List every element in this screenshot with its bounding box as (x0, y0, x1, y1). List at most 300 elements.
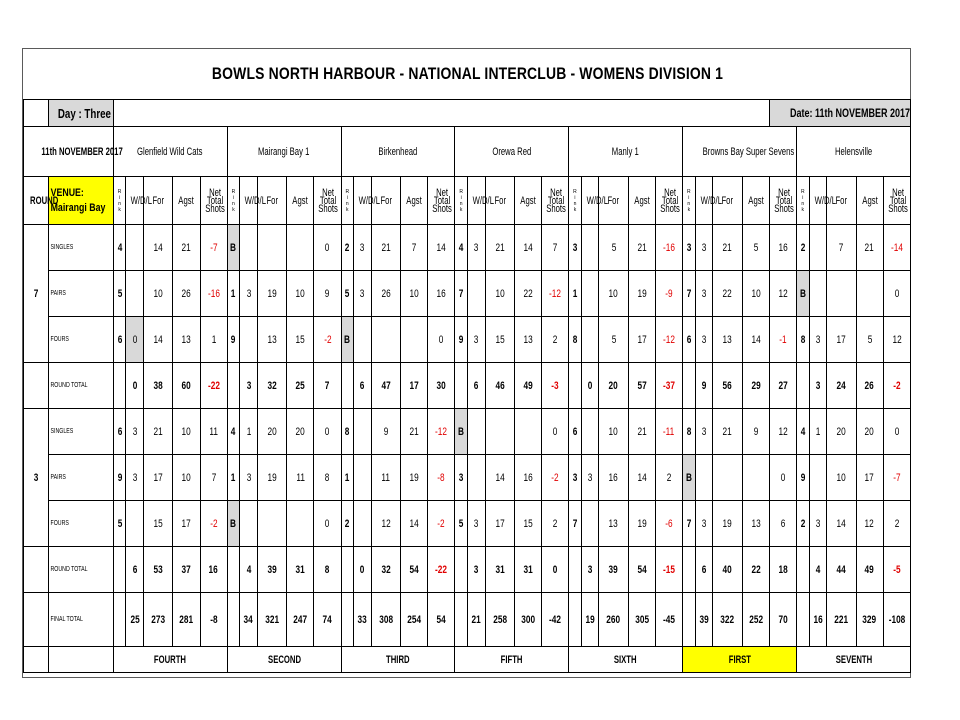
net-value: -2 (200, 501, 227, 547)
net-value: 7 (200, 455, 227, 501)
wdl-value: 3 (695, 317, 713, 363)
wdl-value: 3 (126, 409, 144, 455)
final-wdl: 33 (354, 593, 372, 647)
team-name: Helensville (796, 127, 910, 177)
total-net: 8 (314, 547, 341, 593)
rink-header: R i n k (455, 177, 468, 225)
total-for: 47 (371, 363, 400, 409)
wdl-value (354, 409, 372, 455)
net-value: 14 (428, 225, 455, 271)
total-net: 18 (769, 547, 796, 593)
net-value: 8 (314, 455, 341, 501)
rink-number: 4 (796, 409, 809, 455)
wdl-value: 1 (240, 409, 258, 455)
agst-value: 19 (628, 271, 655, 317)
final-net: -45 (655, 593, 682, 647)
final-total-label: FINAL TOTAL (49, 593, 114, 647)
final-net: -108 (883, 593, 910, 647)
rink-number: 4 (113, 225, 126, 271)
rink-number: B (227, 501, 240, 547)
net-value: -12 (655, 317, 682, 363)
net-value: 0 (314, 225, 341, 271)
rink-number: 6 (113, 317, 126, 363)
total-wdl: 6 (354, 363, 372, 409)
agst-value: 17 (856, 455, 883, 501)
final-for: 321 (257, 593, 286, 647)
wdl-value: 3 (467, 501, 485, 547)
agst-value: 26 (173, 271, 200, 317)
total-wdl: 9 (695, 363, 713, 409)
rink-number: 1 (227, 455, 240, 501)
final-rink-blank (341, 593, 354, 647)
wdl-value (809, 225, 827, 271)
rink-number: 9 (227, 317, 240, 363)
for-value: 20 (827, 409, 856, 455)
net-value: -12 (428, 409, 455, 455)
total-for: 56 (713, 363, 742, 409)
wdl-value (809, 455, 827, 501)
for-value: 17 (485, 501, 514, 547)
rink-number: 6 (569, 409, 582, 455)
final-wdl: 25 (126, 593, 144, 647)
placing-blank (49, 647, 114, 673)
net-value: -2 (428, 501, 455, 547)
agst-value: 5 (742, 225, 769, 271)
team-name: Orewa Red (455, 127, 569, 177)
final-for: 308 (371, 593, 400, 647)
rink-number: 1 (569, 271, 582, 317)
for-header: For (144, 177, 173, 225)
rink-number: B (227, 225, 240, 271)
rink-number: 5 (455, 501, 468, 547)
for-value: 5 (599, 317, 628, 363)
total-agst: 54 (401, 547, 428, 593)
for-value (713, 455, 742, 501)
rink-header: R i n k (569, 177, 582, 225)
venue (49, 177, 114, 225)
rink-number: 7 (569, 501, 582, 547)
agst-value: 13 (514, 317, 541, 363)
agst-header: Agst (628, 177, 655, 225)
total-net: -22 (200, 363, 227, 409)
total-rink-blank (683, 363, 696, 409)
net-value: 2 (883, 501, 910, 547)
for-value (827, 271, 856, 317)
final-net: 54 (428, 593, 455, 647)
day-label: Day : Three (49, 100, 114, 127)
net-value: 1 (200, 317, 227, 363)
rink-header: R i n k (683, 177, 696, 225)
total-rink-blank (341, 547, 354, 593)
wdl-value (581, 271, 599, 317)
total-rink-blank (113, 363, 126, 409)
agst-value: 15 (514, 501, 541, 547)
wdl-value (126, 501, 144, 547)
final-for: 221 (827, 593, 856, 647)
rink-header: R i n k (796, 177, 809, 225)
for-value (257, 225, 286, 271)
net-value: 2 (542, 317, 569, 363)
total-agst: 37 (173, 547, 200, 593)
for-value: 16 (599, 455, 628, 501)
agst-value: 12 (856, 501, 883, 547)
for-value: 13 (713, 317, 742, 363)
net-value: 0 (314, 501, 341, 547)
wdl-header: W/D/L (240, 177, 258, 225)
rink-number: 4 (227, 409, 240, 455)
agst-header: Agst (856, 177, 883, 225)
total-wdl: 3 (240, 363, 258, 409)
for-value: 17 (144, 455, 173, 501)
agst-value: 17 (628, 317, 655, 363)
net-value: -7 (883, 455, 910, 501)
rink-number: 9 (113, 455, 126, 501)
net-header: Net Total Shots (200, 177, 227, 225)
total-wdl: 4 (809, 547, 827, 593)
wdl-value (467, 455, 485, 501)
wdl-value: 3 (809, 501, 827, 547)
for-value: 9 (371, 409, 400, 455)
wdl-value: 3 (695, 225, 713, 271)
agst-value (287, 225, 314, 271)
agst-value: 10 (742, 271, 769, 317)
final-for: 258 (485, 593, 514, 647)
agst-value: 9 (742, 409, 769, 455)
final-wdl: 19 (581, 593, 599, 647)
net-header: Net Total Shots (428, 177, 455, 225)
net-value: -6 (655, 501, 682, 547)
agst-header: Agst (742, 177, 769, 225)
agst-value: 21 (401, 409, 428, 455)
wdl-header: W/D/L (809, 177, 827, 225)
for-value: 13 (599, 501, 628, 547)
wdl-header: W/D/L (467, 177, 485, 225)
total-wdl: 0 (581, 363, 599, 409)
for-value (485, 409, 514, 455)
net-value: 2 (655, 455, 682, 501)
agst-header: Agst (401, 177, 428, 225)
rink-number: 3 (455, 455, 468, 501)
for-value (257, 501, 286, 547)
total-for: 24 (827, 363, 856, 409)
final-for: 273 (144, 593, 173, 647)
agst-value: 21 (173, 225, 200, 271)
game-type-label: FOURS (49, 501, 114, 547)
wdl-header: W/D/L (354, 177, 372, 225)
final-agst: 329 (856, 593, 883, 647)
wdl-value: 3 (695, 409, 713, 455)
total-agst: 25 (287, 363, 314, 409)
total-for: 53 (144, 547, 173, 593)
final-net: 74 (314, 593, 341, 647)
total-wdl: 3 (467, 547, 485, 593)
final-rink-blank (569, 593, 582, 647)
for-value: 26 (371, 271, 400, 317)
team-name: Glenfield Wild Cats (113, 127, 227, 177)
team-placing: FIRST (683, 647, 797, 673)
for-value: 21 (713, 225, 742, 271)
agst-value: 13 (173, 317, 200, 363)
for-value: 14 (144, 225, 173, 271)
total-agst: 49 (856, 547, 883, 593)
wdl-value: 0 (126, 317, 144, 363)
final-agst: 281 (173, 593, 200, 647)
team-name: Mairangi Bay 1 (227, 127, 341, 177)
agst-header: Agst (173, 177, 200, 225)
net-value: 12 (769, 271, 796, 317)
wdl-value (354, 317, 372, 363)
team-placing: SEVENTH (796, 647, 910, 673)
round-total-blank (24, 363, 49, 409)
rink-header: R i n k (341, 177, 354, 225)
for-value: 12 (371, 501, 400, 547)
rink-number: 7 (455, 271, 468, 317)
agst-value: 16 (514, 455, 541, 501)
final-wdl: 16 (809, 593, 827, 647)
net-value: -16 (655, 225, 682, 271)
rink-number: 2 (341, 225, 354, 271)
for-value: 19 (257, 455, 286, 501)
wdl-value (126, 225, 144, 271)
corner-blank (24, 100, 49, 127)
for-value: 10 (827, 455, 856, 501)
agst-value: 22 (514, 271, 541, 317)
net-value: -1 (769, 317, 796, 363)
total-wdl: 6 (467, 363, 485, 409)
agst-value: 14 (742, 317, 769, 363)
rink-number: B (796, 271, 809, 317)
net-value: 9 (314, 271, 341, 317)
total-agst: 22 (742, 547, 769, 593)
rink-number: 6 (113, 409, 126, 455)
total-for: 38 (144, 363, 173, 409)
wdl-value (581, 225, 599, 271)
total-net: -37 (655, 363, 682, 409)
wdl-value: 3 (467, 225, 485, 271)
net-header: Net Total Shots (314, 177, 341, 225)
agst-value: 7 (401, 225, 428, 271)
round-total-blank (24, 547, 49, 593)
rink-number: B (341, 317, 354, 363)
team-placing: SECOND (227, 647, 341, 673)
net-value: -2 (314, 317, 341, 363)
net-value: 12 (883, 317, 910, 363)
final-rink-blank (227, 593, 240, 647)
total-for: 39 (599, 547, 628, 593)
total-agst: 29 (742, 363, 769, 409)
agst-value: 13 (742, 501, 769, 547)
rink-header: R i n k (227, 177, 240, 225)
date-short: 11th NOVEMBER 2017 (24, 127, 114, 177)
for-value: 11 (371, 455, 400, 501)
net-value: 16 (769, 225, 796, 271)
net-value: 0 (542, 409, 569, 455)
rink-number: 2 (796, 501, 809, 547)
placing-blank (24, 647, 49, 673)
total-rink-blank (455, 363, 468, 409)
wdl-value (695, 455, 713, 501)
total-wdl: 3 (809, 363, 827, 409)
for-header: For (713, 177, 742, 225)
wdl-value (467, 409, 485, 455)
agst-value: 10 (173, 409, 200, 455)
total-net: -3 (542, 363, 569, 409)
final-agst: 305 (628, 593, 655, 647)
for-value (371, 317, 400, 363)
rink-number: 8 (683, 409, 696, 455)
total-rink-blank (227, 547, 240, 593)
net-value: -12 (542, 271, 569, 317)
game-type-label: SINGLES (49, 409, 114, 455)
agst-value (514, 409, 541, 455)
wdl-value (240, 225, 258, 271)
total-rink-blank (569, 363, 582, 409)
rink-number: 3 (683, 225, 696, 271)
net-header: Net Total Shots (542, 177, 569, 225)
total-wdl: 6 (126, 547, 144, 593)
total-agst: 49 (514, 363, 541, 409)
final-rink-blank (796, 593, 809, 647)
game-type-label: PAIRS (49, 271, 114, 317)
total-net: 7 (314, 363, 341, 409)
wdl-value: 3 (695, 271, 713, 317)
wdl-header: W/D/L (581, 177, 599, 225)
for-value: 21 (144, 409, 173, 455)
wdl-value: 1 (809, 409, 827, 455)
total-for: 40 (713, 547, 742, 593)
total-rink-blank (569, 547, 582, 593)
agst-header: Agst (287, 177, 314, 225)
net-value: 7 (542, 225, 569, 271)
net-value: 11 (200, 409, 227, 455)
date-label: Date: 11th NOVEMBER 2017 (769, 100, 910, 127)
total-for: 31 (485, 547, 514, 593)
final-net: 70 (769, 593, 796, 647)
total-agst: 26 (856, 363, 883, 409)
agst-value: 14 (628, 455, 655, 501)
game-type-label: PAIRS (49, 455, 114, 501)
final-rink-blank (683, 593, 696, 647)
agst-value (287, 501, 314, 547)
agst-value: 5 (856, 317, 883, 363)
wdl-value (240, 501, 258, 547)
wdl-value: 3 (126, 455, 144, 501)
total-agst: 57 (628, 363, 655, 409)
for-header: For (371, 177, 400, 225)
total-for: 44 (827, 547, 856, 593)
wdl-value: 3 (354, 225, 372, 271)
final-rink-blank (455, 593, 468, 647)
net-value: 6 (769, 501, 796, 547)
rink-number: 5 (113, 501, 126, 547)
total-agst: 60 (173, 363, 200, 409)
team-name: Browns Bay Super Sevens (683, 127, 797, 177)
wdl-value (354, 501, 372, 547)
rink-number: 7 (683, 271, 696, 317)
for-value: 7 (827, 225, 856, 271)
wdl-value (809, 271, 827, 317)
total-for: 39 (257, 547, 286, 593)
rink-number: 5 (341, 271, 354, 317)
total-rink-blank (227, 363, 240, 409)
total-rink-blank (796, 363, 809, 409)
agst-value: 15 (287, 317, 314, 363)
total-agst: 17 (401, 363, 428, 409)
net-header: Net Total Shots (769, 177, 796, 225)
for-value: 14 (144, 317, 173, 363)
round-total-label: ROUND TOTAL (49, 547, 114, 593)
final-net: -8 (200, 593, 227, 647)
final-agst: 300 (514, 593, 541, 647)
wdl-value: 3 (240, 455, 258, 501)
team-name: Birkenhead (341, 127, 455, 177)
venue-name: Mairangi Bay (50, 201, 106, 214)
total-rink-blank (341, 363, 354, 409)
total-agst: 31 (287, 547, 314, 593)
for-value: 10 (599, 409, 628, 455)
team-placing: THIRD (341, 647, 455, 673)
rink-number: 6 (683, 317, 696, 363)
agst-value: 10 (173, 455, 200, 501)
total-net: -5 (883, 547, 910, 593)
total-wdl: 6 (695, 547, 713, 593)
net-value: -2 (542, 455, 569, 501)
agst-value: 17 (173, 501, 200, 547)
team-placing: FOURTH (113, 647, 227, 673)
rink-number: 1 (341, 455, 354, 501)
rink-number: 1 (227, 271, 240, 317)
net-value: 0 (883, 409, 910, 455)
for-value: 19 (257, 271, 286, 317)
final-wdl: 34 (240, 593, 258, 647)
for-value: 13 (257, 317, 286, 363)
team-placing: FIFTH (455, 647, 569, 673)
team-name: Manly 1 (569, 127, 683, 177)
final-agst: 247 (287, 593, 314, 647)
agst-value: 21 (628, 225, 655, 271)
rink-number: 2 (341, 501, 354, 547)
wdl-value: 3 (809, 317, 827, 363)
final-agst: 252 (742, 593, 769, 647)
round-header: ROUND (24, 177, 49, 225)
final-wdl: 21 (467, 593, 485, 647)
round-total-label: ROUND TOTAL (49, 363, 114, 409)
agst-value: 21 (856, 225, 883, 271)
wdl-value (354, 455, 372, 501)
total-wdl: 0 (126, 363, 144, 409)
agst-value: 14 (401, 501, 428, 547)
wdl-value: 3 (581, 455, 599, 501)
total-wdl: 0 (354, 547, 372, 593)
wdl-value (126, 271, 144, 317)
for-value: 22 (713, 271, 742, 317)
total-for: 20 (599, 363, 628, 409)
total-wdl: 4 (240, 547, 258, 593)
rink-number: B (455, 409, 468, 455)
for-value: 15 (144, 501, 173, 547)
net-value: -8 (428, 455, 455, 501)
wdl-value (467, 271, 485, 317)
rink-number: 5 (113, 271, 126, 317)
rink-number: 4 (455, 225, 468, 271)
agst-value: 10 (401, 271, 428, 317)
for-value: 21 (485, 225, 514, 271)
header-spacer (113, 100, 769, 127)
for-value: 10 (485, 271, 514, 317)
agst-value: 10 (287, 271, 314, 317)
agst-value: 14 (514, 225, 541, 271)
final-agst: 254 (401, 593, 428, 647)
